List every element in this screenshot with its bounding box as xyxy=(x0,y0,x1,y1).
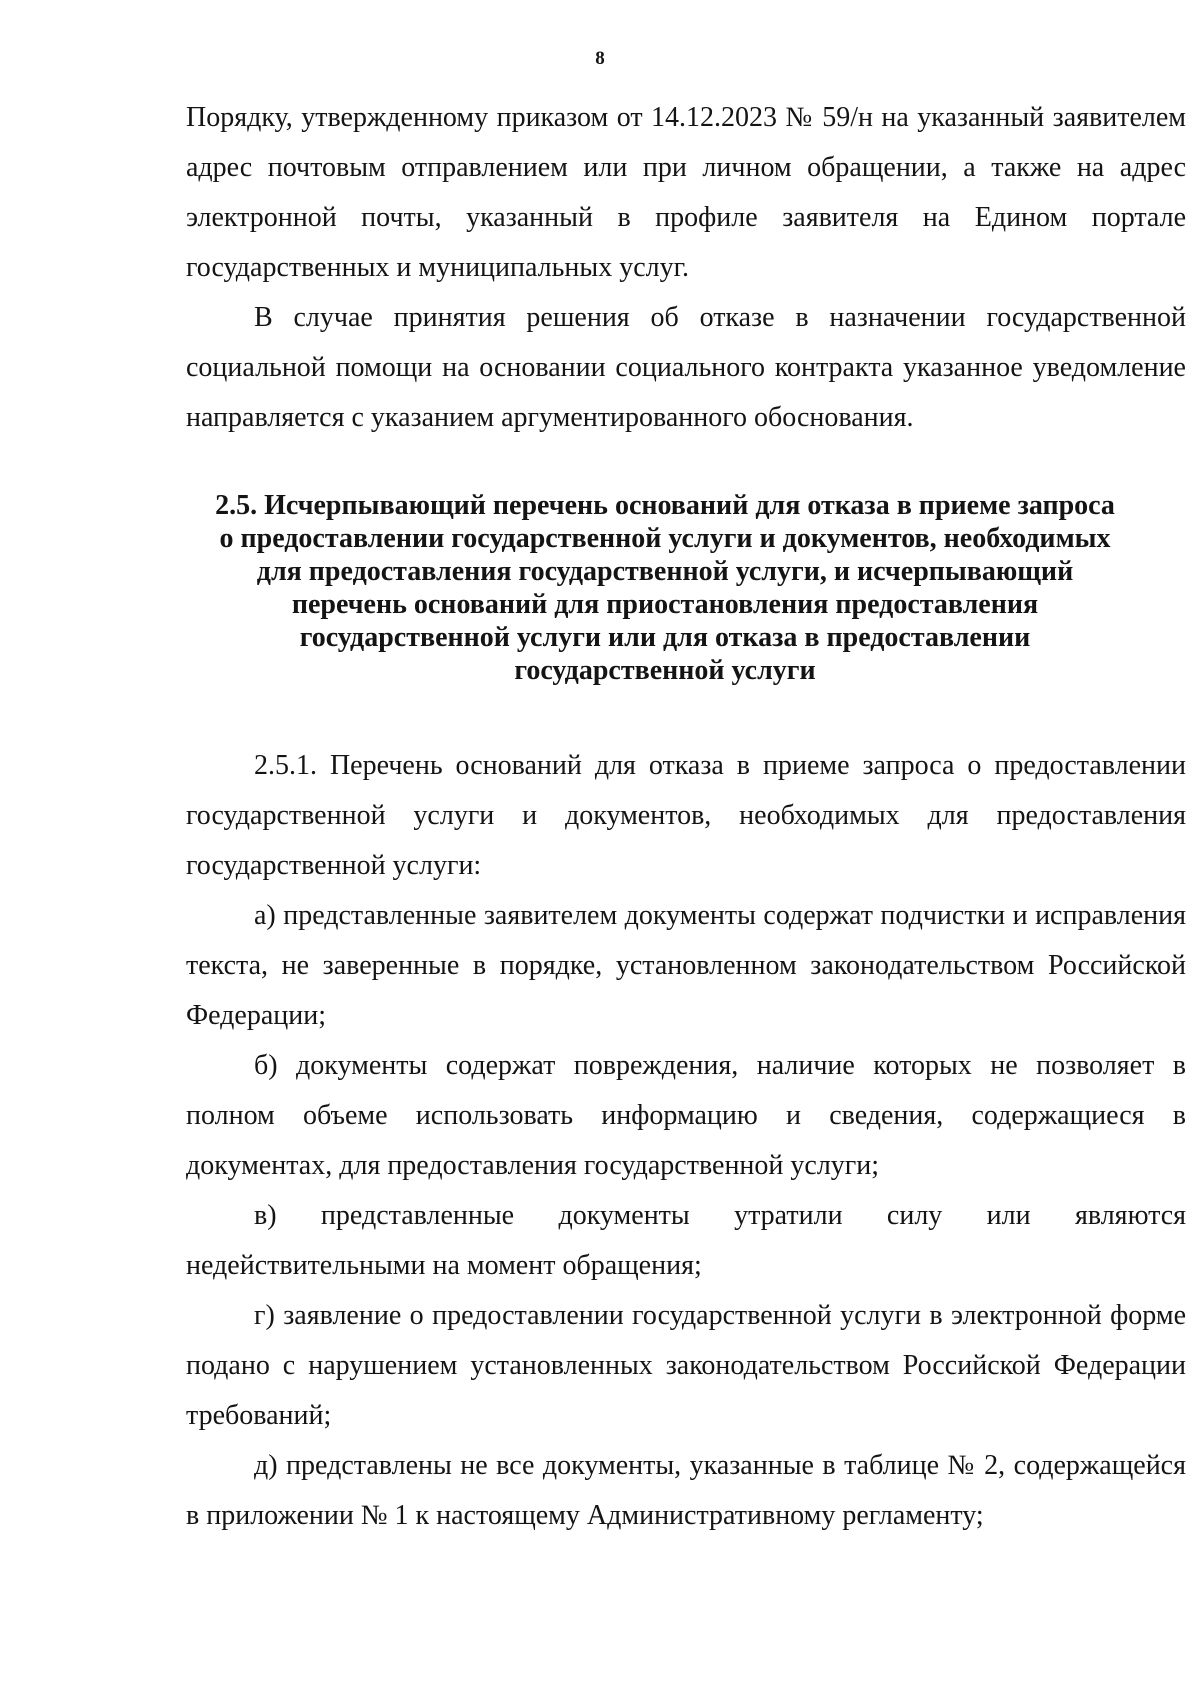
paragraph: Порядку, утвержденному приказом от 14.12.2023 № 59/н на указанный заявителем адрес почтовым отправлением или при личном обращении, а также на адрес электронной почты, указанный в профиле заявителя на Едином портале государственных и муниципальных услуг. xyxy=(186,102,1186,283)
list-item-v: в) представленные документы утратили силу или являются недействительными на момент обращения; xyxy=(186,1200,1186,1281)
paragraph: 2.5.1. Перечень оснований для отказа в приеме запроса о предоставлении государственной услуги и документов, необходимых для предоставления государственной услуги: xyxy=(186,750,1186,881)
list-item-b: б) документы содержат повреждения, наличие которых не позволяет в полном объеме использовать информацию и сведения, содержащиеся в документах, для предоставления государственной услуги; xyxy=(186,1050,1186,1181)
list-item-d: д) представлены не все документы, указанные в таблице № 2, содержащейся в приложении № 1 к настоящему Административному регламенту; xyxy=(186,1450,1186,1531)
page-number: 8 xyxy=(595,48,605,69)
section-heading xyxy=(210,489,1120,687)
list-item-a: а) представленные заявителем документы содержат подчистки и исправления текста, не заверенные в порядке, установленном законодательством Российской Федерации; xyxy=(186,900,1186,1031)
section-heading-text: 2.5. Исчерпывающий перечень оснований для отказа в приеме запроса о предоставлении государственной услуги и документов, необходимых для предоставления государственной услуги, и исчерпывающий перечень оснований для приостановления предоставления государственной услуги или для отказа в предоставлении государственной услуги xyxy=(215,490,1115,686)
paragraph: В случае принятия решения об отказе в назначении государственной социальной помощи на основании социального контракта указанное уведомление направляется с указанием аргументированного обоснования. xyxy=(186,302,1186,433)
text-block-top xyxy=(186,93,1186,443)
text-block-bottom xyxy=(186,741,1186,1541)
list-item-g: г) заявление о предоставлении государственной услуги в электронной форме подано с нарушением установленных законодательством Российской Федерации требований; xyxy=(186,1300,1186,1431)
